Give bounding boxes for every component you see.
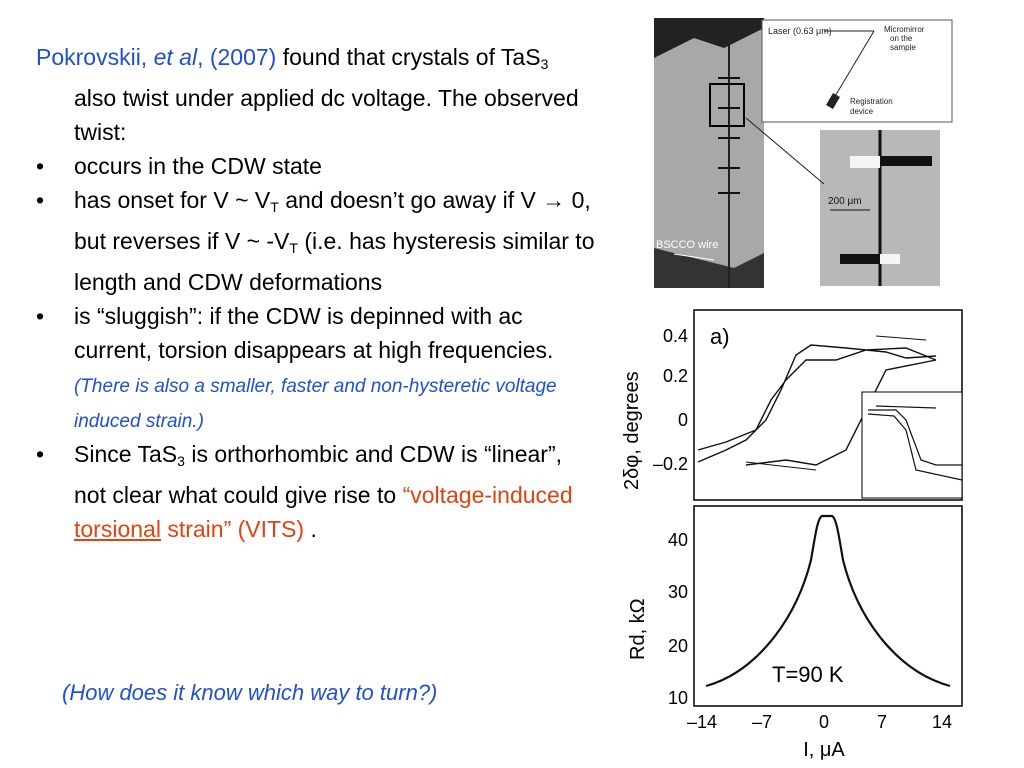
scale-label: 200 μm <box>828 196 862 207</box>
intro-paragraph <box>36 40 596 149</box>
bullet-text: . <box>304 516 317 542</box>
bullet-dot: • <box>36 153 45 179</box>
y-tick-label: 0 <box>677 410 688 430</box>
temperature-annotation: T=90 K <box>772 662 844 687</box>
bullet-list <box>36 149 596 546</box>
slide-text <box>36 40 596 546</box>
laser-label: Laser (0.63 μm) <box>768 26 832 36</box>
bullet-text: Since TaS <box>74 441 178 467</box>
x-tick-label: –14 <box>686 712 718 732</box>
highlight-text: “voltage-induced <box>402 482 573 508</box>
intro-text-b: also twist under applied dc voltage. The observed twist: <box>74 85 579 145</box>
et-al: et al <box>153 44 198 70</box>
apparatus-figure <box>654 18 954 288</box>
panel-label: a) <box>710 324 730 349</box>
bullet-text: is orthorhombic and CDW is “linear”, not clear what could give rise to <box>74 441 562 508</box>
micromirror-label-3: sample <box>890 43 916 52</box>
intro-subscript: 3 <box>540 56 549 72</box>
bullet-subscript: 3 <box>177 453 185 469</box>
bullet-item <box>36 299 596 437</box>
highlight-underlined: torsional <box>74 516 161 542</box>
intro-text-a: found that crystals of TaS <box>276 44 541 70</box>
inset-plot <box>862 392 962 498</box>
bullet-dot: • <box>36 187 45 213</box>
citation-year: , (2007) <box>197 44 277 70</box>
upper-y-axis-label: 2δφ, degrees <box>621 371 643 490</box>
bullet-subscript: T <box>270 199 279 215</box>
bullet-item <box>36 183 596 299</box>
bullet-dot: • <box>36 441 45 467</box>
closing-question: (How does it know which way to turn?) <box>62 680 438 705</box>
bullet-dot: • <box>36 303 45 329</box>
bullet-text: occurs in the CDW state <box>74 153 322 179</box>
bullet-item <box>36 149 596 183</box>
bullet-text: is “sluggish”: if the CDW is depinned with ac current, torsion disappears at high frequencies. <box>74 303 554 363</box>
highlight-text: strain” (VITS) <box>160 516 305 542</box>
upper-y-ticks <box>653 326 688 474</box>
micromirror-label-1: Micromirror <box>884 25 925 34</box>
y-tick-label: 20 <box>667 636 688 656</box>
wire-label: BSCCO wire <box>656 239 719 251</box>
author-citation: Pokrovskii, <box>36 44 148 70</box>
x-tick-label: 7 <box>876 712 888 732</box>
x-ticks <box>687 712 952 732</box>
registration-label-2: device <box>850 107 874 116</box>
bullet-item <box>36 437 596 546</box>
y-tick-label: 0.4 <box>662 326 688 346</box>
y-tick-label: 10 <box>667 688 688 708</box>
bullet-text: (i.e. has hysteresis similar to length and CDW deformations <box>74 228 595 295</box>
x-axis-label: I, μA <box>803 739 845 761</box>
bullet-text: and doesn’t go away if V → 0, but reverses if V ~ -V <box>74 187 591 254</box>
y-tick-label: 0.2 <box>662 366 688 386</box>
measurement-plots <box>606 300 966 762</box>
y-tick-label: 40 <box>667 530 688 550</box>
registration-label-1: Registration <box>850 97 893 106</box>
micromirror-label-2: on the <box>890 34 913 43</box>
x-tick-label: 14 <box>931 712 953 732</box>
bullet-subscript: T <box>289 240 298 256</box>
lower-y-ticks <box>668 530 688 708</box>
lower-y-axis-label: Rd, kΩ <box>627 598 649 660</box>
x-tick-label: –7 <box>751 712 773 732</box>
y-tick-label: –0.2 <box>652 454 688 474</box>
y-tick-label: 30 <box>667 582 688 602</box>
bullet-text: has onset for V ~ V <box>74 187 271 213</box>
bullet-aside: (There is also a smaller, faster and non-hysteretic voltage induced strain.) <box>74 376 557 432</box>
x-tick-label: 0 <box>818 712 830 732</box>
